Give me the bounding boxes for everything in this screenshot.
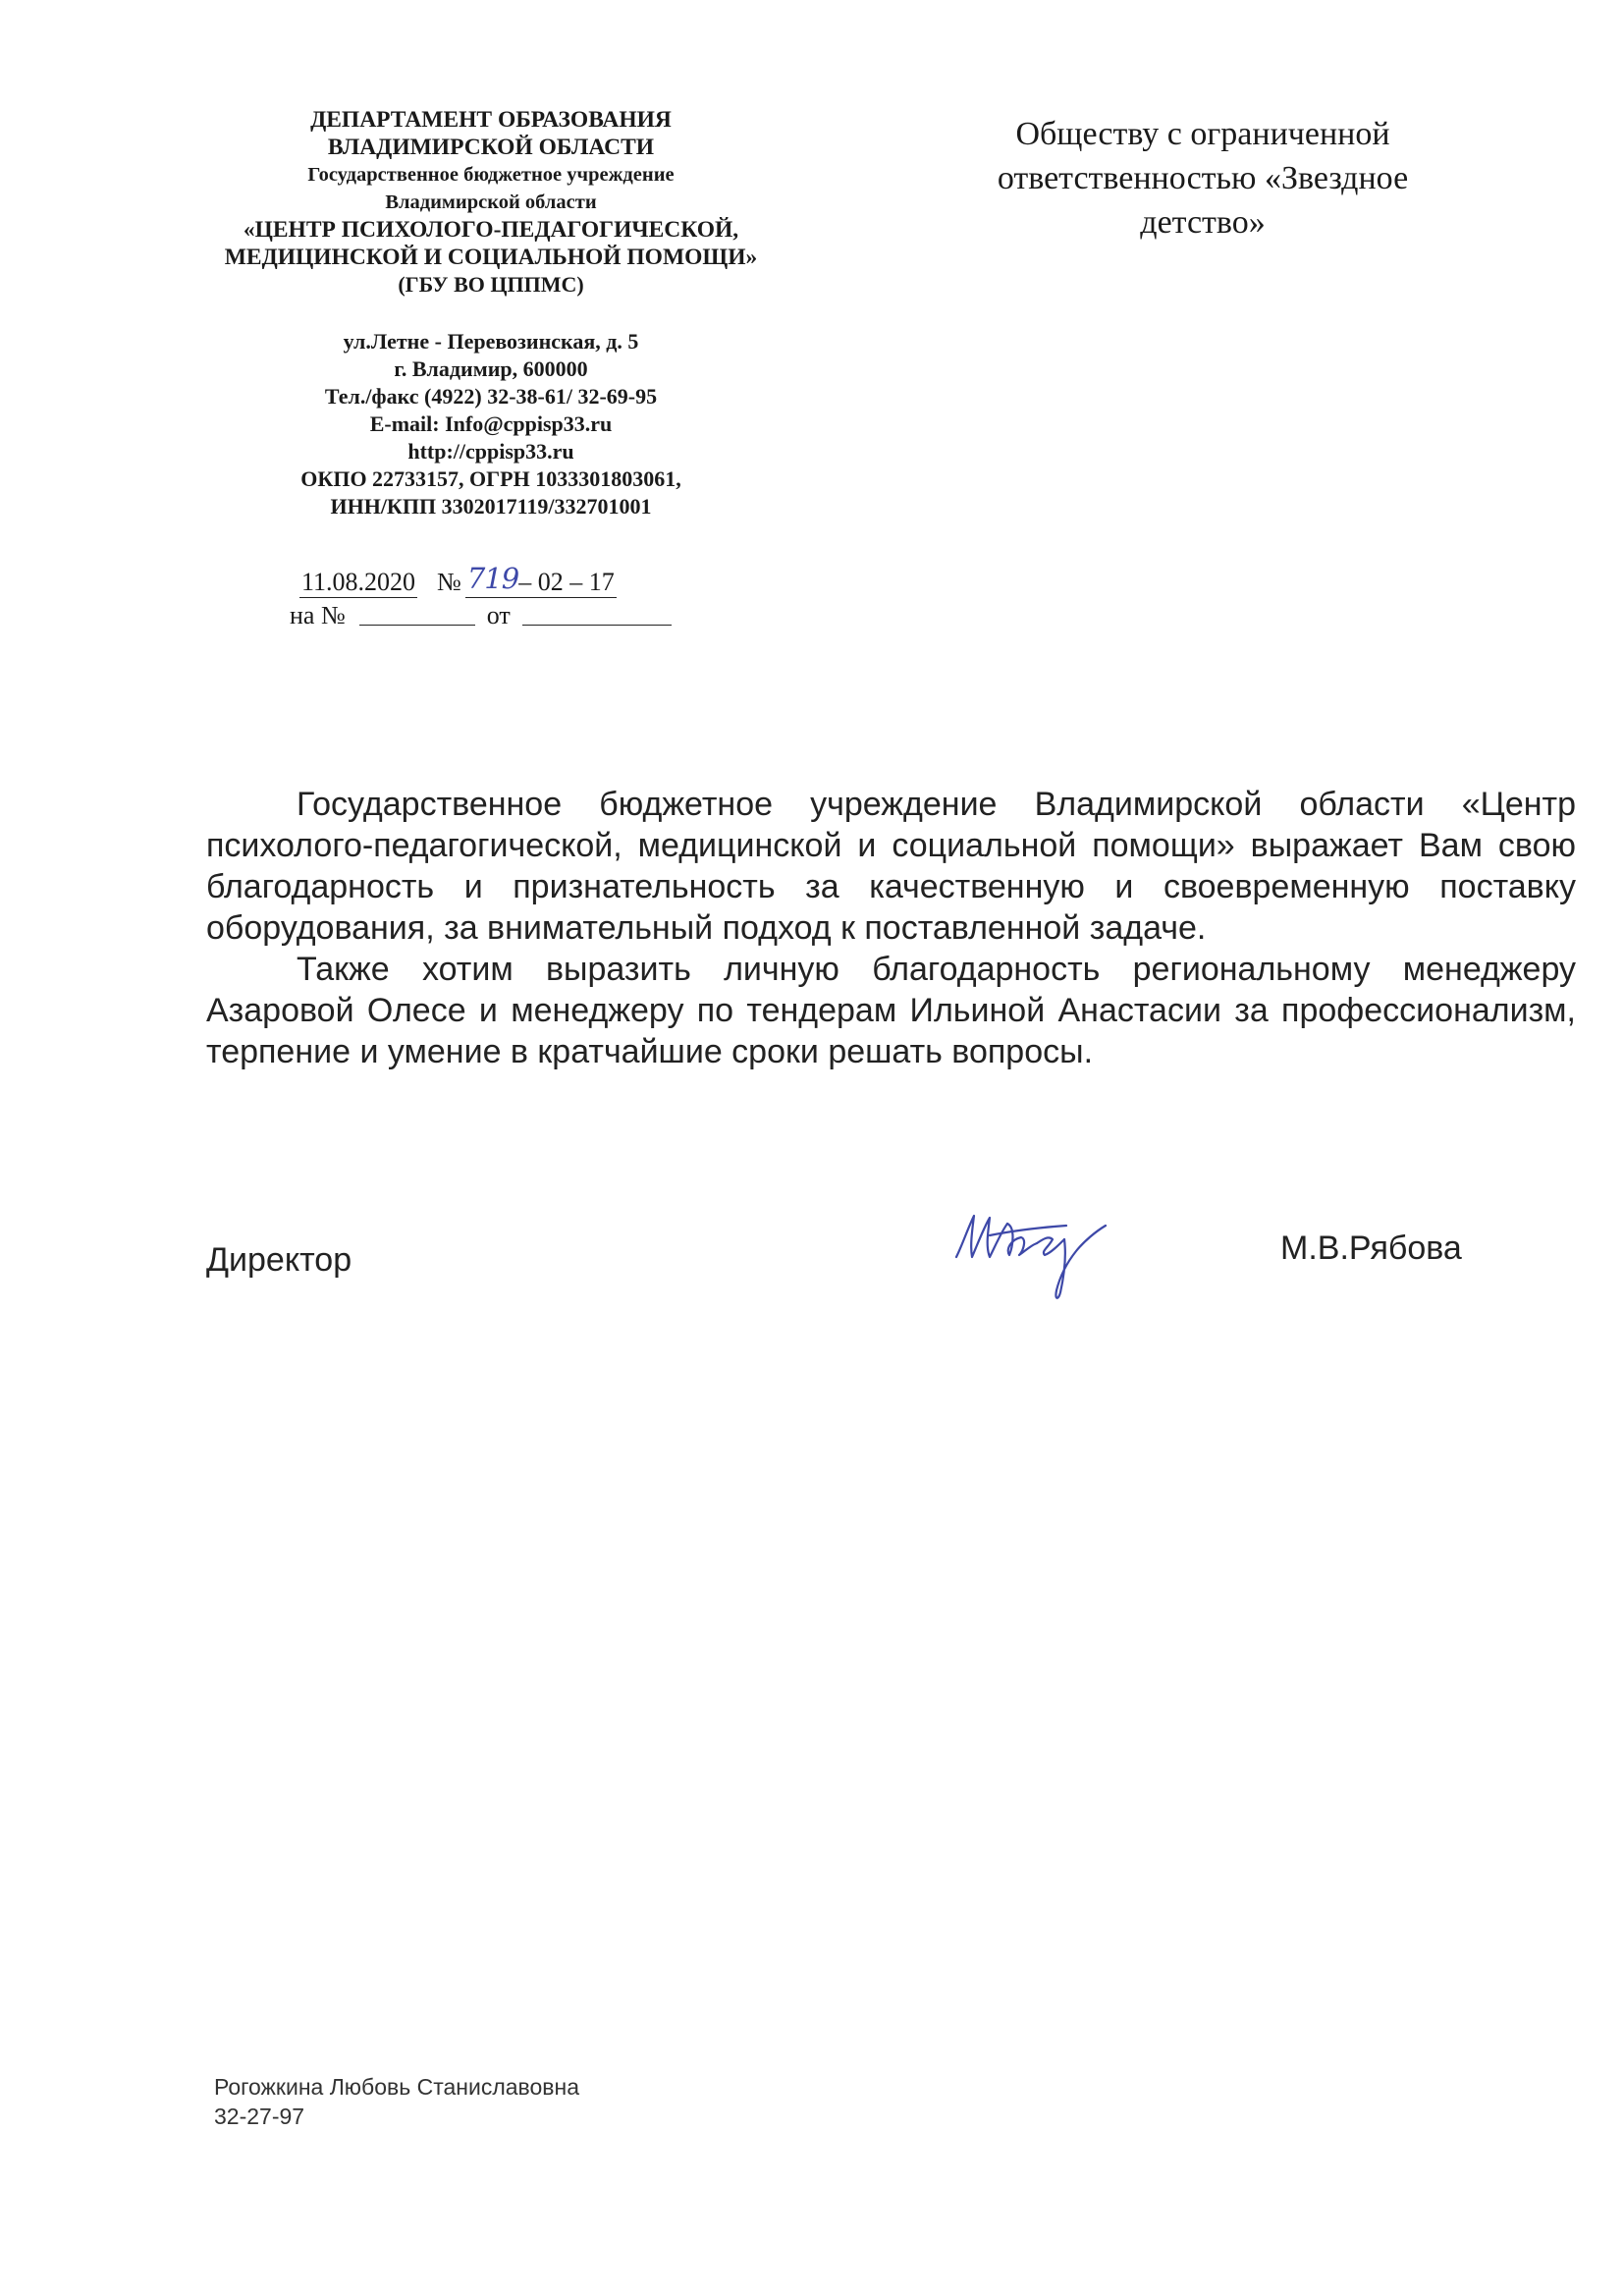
addressee-line3: детство» — [1140, 204, 1266, 241]
institution-name-line2: МЕДИЦИНСКОЙ И СОЦИАЛЬНОЙ ПОМОЩИ» — [224, 245, 758, 270]
email: E-mail: Info@cppisp33.ru — [369, 411, 613, 436]
department-name-line2: ВЛАДИМИРСКОЙ ОБЛАСТИ — [327, 135, 655, 160]
addressee-line1: Обществу с ограниченной — [1015, 116, 1390, 152]
address-street: ул.Летне - Перевозинская, д. 5 — [343, 329, 639, 354]
address-city: г. Владимир, 600000 — [394, 356, 588, 381]
institution-name-line1: «ЦЕНТР ПСИХОЛОГО-ПЕДАГОГИЧЕСКОЙ, — [243, 217, 739, 243]
number-sign: № — [437, 568, 461, 596]
outgoing-reference — [299, 562, 617, 598]
department-name-line1: ДЕПАРТАМЕНТ ОБРАЗОВАНИЯ — [310, 107, 672, 133]
executor-info — [214, 2072, 579, 2131]
incoming-date-label: от — [486, 601, 511, 629]
institution-type-line2: Владимирской области — [385, 191, 597, 213]
signatory-name: М.В.Рябова — [1280, 1230, 1462, 1267]
body-paragraph-2: Также хотим выразить личную благодарность региональному менеджеру Азаровой Олесе и менеджеру по тендерам Ильиной Анастасии за профессионализм, терпение и умение в кратчайшие сроки решать вопросы. — [206, 951, 1576, 1070]
website: http://cppisp33.ru — [407, 439, 574, 464]
addressee-line2: ответственностью «Звездное — [997, 160, 1409, 196]
registration-codes-line2: ИНН/КПП 3302017119/332701001 — [330, 494, 652, 519]
body-paragraph-1: Государственное бюджетное учреждение Владимирской области «Центр психолого-педагогической, медицинской и социальной помощи» выражает Вам свою благодарность и признательность за качественную и своевременную поставку оборудования, за внимательный подход к поставленной задаче. — [206, 786, 1576, 947]
executor-name: Рогожкина Любовь Станиславовна — [214, 2074, 580, 2100]
handwritten-signature — [950, 1206, 1117, 1314]
incoming-number-label: на № — [290, 601, 346, 629]
registration-codes-line1: ОКПО 22733157, ОГРН 1033301803061, — [300, 466, 681, 491]
addressee — [947, 112, 1458, 245]
letter-body — [206, 784, 1576, 1072]
institution-abbreviation: (ГБУ ВО ЦППМС) — [398, 272, 584, 297]
executor-phone: 32-27-97 — [214, 2104, 305, 2129]
incoming-date-blank — [522, 601, 672, 626]
letterhead — [177, 106, 805, 520]
incoming-number-blank — [359, 601, 475, 626]
institution-type-line1: Государственное бюджетное учреждение — [307, 164, 675, 186]
letter-number-suffix: – 02 – 17 — [518, 568, 615, 596]
incoming-reference — [290, 601, 672, 630]
handwritten-letter-number: 719 — [466, 562, 519, 595]
phone-fax: Тел./факс (4922) 32-38-61/ 32-69-95 — [324, 384, 658, 409]
letter-date: 11.08.2020 — [301, 568, 416, 596]
signatory-position: Директор — [206, 1241, 352, 1279]
